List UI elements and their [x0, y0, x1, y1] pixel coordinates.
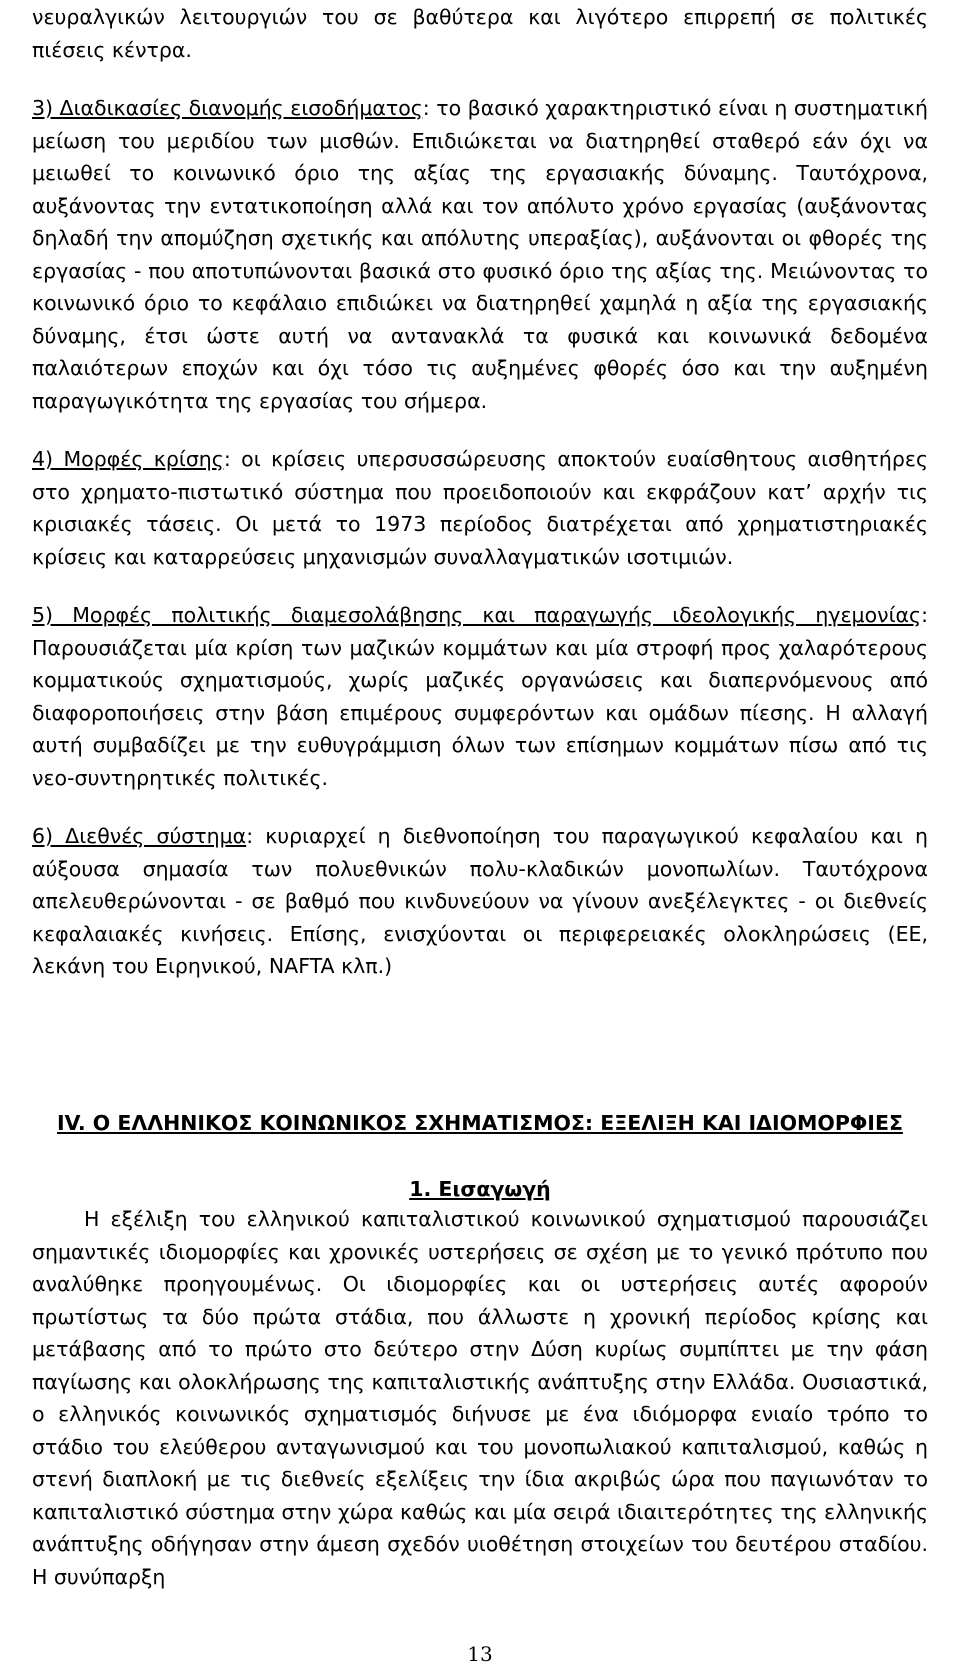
- text-block: [32, 1, 928, 983]
- paragraph-label: 3) Διαδικασίες διανομής εισοδήματος: [32, 96, 423, 120]
- paragraph-crisis-forms: [32, 443, 928, 573]
- page-number: 13: [467, 1642, 493, 1666]
- subsection-heading-text: 1. Εισαγωγή: [409, 1177, 551, 1201]
- paragraph-label: 5) Μορφές πολιτικής διαμεσολάβησης και παραγωγής ιδεολογικής ηγεμονίας: [32, 603, 922, 627]
- subsection-heading: [32, 1173, 928, 1205]
- intro-block: [32, 1203, 928, 1593]
- intro-paragraph: [32, 1203, 928, 1593]
- paragraph-international-system: [32, 820, 928, 983]
- paragraph-label: 4) Μορφές κρίσης: [32, 447, 224, 471]
- paragraph-label: 6) Διεθνές σύστημα: [32, 824, 247, 848]
- paragraph-continuation: νευραλγικών λειτουργιών του σε βαθύτερα και λιγότερο επιρρεπή σε πολιτικές πιέσεις κέντρα.: [32, 5, 928, 62]
- paragraph-body: : το βασικό χαρακτηριστικό είναι η συστηματική μείωση του μεριδίου των μισθών. Επιδιώκεται να διατηρηθεί σταθερό εάν όχι να μειωθεί το κοινωνικό όριο της αξίας της εργασιακής δύναμης. Ταυτόχρονα, αυξάνοντας την εντατικοποίηση αλλά και τον απόλυτο χρόνο εργασίας (αυξάνοντας δηλαδή την απομύζηση σχετικής και απόλυτης υπεραξίας), αυξάνονται οι φθορές της εργασίας - που αποτυπώνονται βασικά στο φυσικό όριο της αξίας της. Μειώνοντας το κοινωνικό όριο το κεφάλαιο επιδιώκει να διατηρηθεί χαμηλά η αξία της εργασιακής δύναμης, έτσι ώστε αυτή να αντανακλά τα φυσικά και κοινωνικά δεδομένα παλαιότερων εποχών και όχι τόσο τις αυξημένες φθορές όσο και την αυξημένη παραγωγικότητα της εργασίας του σήμερα.: [32, 96, 928, 413]
- paragraph-political-mediation: [32, 599, 928, 794]
- intro-paragraph-text: Η εξέλιξη του ελληνικού καπιταλιστικού κοινωνικού σχηματισμού παρουσιάζει σημαντικές ιδιομορφίες και χρονικές υστερήσεις σε σχέση με το γενικό πρότυπο που αναλύθηκε προηγουμένως. Οι ιδιομορφίες και οι υστερήσεις αυτές αφορούν πρωτίστως τα δύο πρώτα στάδια, που άλλωστε η χρονική περίοδος κρίσης και μετάβασης από το πρώτο στο δεύτερο στην Δύση κυρίως συμπίπτει με την φάση παγίωσης και ολοκλήρωσης της καπιταλιστικής ανάπτυξης στην Ελλάδα. Ουσιαστικά, ο ελληνικός κοινωνικός σχηματισμός διήνυσε με ένα ιδιόμορφα ενιαίο τρόπο το στάδιο του ελεύθερου ανταγωνισμού και του μονοπωλιακού καπιταλισμού, καθώς η στενή διαπλοκή με τις διεθνείς εξελίξεις την ίδια ακριβώς ώρα που παγιωνόταν το καπιταλιστικό σύστημα στην χώρα καθώς και μία σειρά ιδιαιτερότητες της ελληνικής ανάπτυξης οδήγησαν στην άμεση σχεδόν υιοθέτηση στοιχείων του δευτέρου σταδίου. Η συνύπαρξη: [32, 1207, 928, 1589]
- paragraph-body: : κυριαρχεί η διεθνοποίηση του παραγωγικού κεφαλαίου και η αύξουσα σημασία των πολυεθνικών πολυ-κλαδικών μονοπωλίων. Ταυτόχρονα απελευθερώνονται - σε βαθμό που κινδυνεύουν να γίνουν ανεξέλεγκτες - οι διεθνείς κεφαλαιακές κινήσεις. Επίσης, ενισχύονται οι περιφερειακές ολοκληρώσεις (ΕΕ, λεκάνη του Ειρηνικού, NAFTA κλπ.): [32, 824, 928, 978]
- section-heading: IV. Ο ΕΛΛΗΝΙΚΟΣ ΚΟΙΝΩΝΙΚΟΣ ΣΧΗΜΑΤΙΣΜΟΣ: ΕΞΕΛΙΞΗ ΚΑΙ ΙΔΙΟΜΟΡΦΙΕΣ: [57, 1111, 903, 1135]
- paragraph-body: : οι κρίσεις υπερσυσσώρευσης αποκτούν ευαίσθητους αισθητήρες στο χρηματο-πιστωτικό σύστημα που προειδοποιούν και εκφράζουν κατ’ αρχήν τις κρισιακές τάσεις. Οι μετά το 1973 περίοδος διατρέχεται από χρηματιστηριακές κρίσεις και καταρρεύσεις μηχανισμών συναλλαγματικών ισοτιμιών.: [32, 447, 928, 569]
- paragraph-income-distribution: [32, 92, 928, 417]
- paragraph-body: : Παρουσιάζεται μία κρίση των μαζικών κομμάτων και μία στροφή προς χαλαρότερους κομματικούς σχηματισμούς, χωρίς μαζικές οργανώσεις και διαπερνόμενους από διαφοροποιήσεις στην βάση επιμέρους συμφερόντων και ομάδων πίεσης. Η αλλαγή αυτή συμβαδίζει με την ευθυγράμμιση όλων των επίσημων κομμάτων πίσω από τις νεο-συντηρητικές πολιτικές.: [32, 603, 928, 790]
